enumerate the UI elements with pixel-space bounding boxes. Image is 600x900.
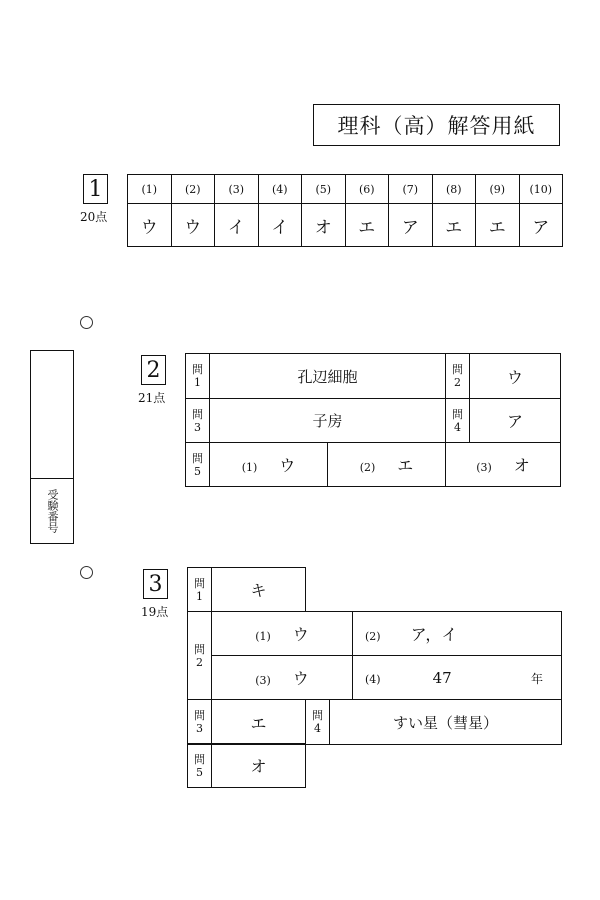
s2-q1-answer[interactable]: 孔辺細胞 <box>210 354 446 399</box>
s1-header-5: (5) <box>302 175 346 204</box>
s2-q5-part1[interactable] <box>210 443 328 487</box>
s2-q5-part2-answer: エ <box>397 456 414 475</box>
section-1-points: 20点 <box>80 210 108 224</box>
s2-q3-label: 問 3 <box>186 399 210 443</box>
s3-q4-answer[interactable]: すい星（彗星） <box>330 700 562 745</box>
s3-q2-part2-sub: (2) <box>365 630 381 643</box>
section-2-points: 21点 <box>138 391 166 405</box>
s2-q5-part1-sub: (1) <box>241 461 258 474</box>
section-3-number: 3 <box>143 569 168 599</box>
s3-q2-part1-sub: (1) <box>255 630 271 643</box>
s1-header-7: (7) <box>389 175 433 204</box>
s1-header-9: (9) <box>476 175 520 204</box>
s1-answer-3[interactable]: イ <box>215 204 259 247</box>
s2-q4-answer[interactable]: ア <box>470 399 561 443</box>
s3-q1-label: 問 1 <box>188 568 212 612</box>
s2-q5-part3[interactable] <box>446 443 561 487</box>
s3-q2-label: 問 2 <box>188 612 212 700</box>
s3-q1-table <box>187 567 306 612</box>
s2-q1-label: 問 1 <box>186 354 210 399</box>
s1-answer-1[interactable]: ウ <box>128 204 172 247</box>
section-3-points: 19点 <box>141 605 169 619</box>
s1-answer-2[interactable]: ウ <box>171 204 215 247</box>
s1-answer-8[interactable]: エ <box>432 204 476 247</box>
s3-q5-table <box>187 743 306 788</box>
s3-q2-part3-sub: (3) <box>255 674 271 687</box>
s3-q2-part3-answer: ウ <box>292 669 309 688</box>
s1-answer-7[interactable]: ア <box>389 204 433 247</box>
s3-q2-part1-answer: ウ <box>292 625 309 644</box>
s1-header-8: (8) <box>432 175 476 204</box>
s3-q2-part2-answer: ア，イ <box>410 625 458 644</box>
s3-q3-label: 問 3 <box>188 700 212 745</box>
s3-q2-part4[interactable] <box>353 656 562 700</box>
s3-q2-part1[interactable] <box>212 612 353 656</box>
s3-q2-part4-unit: 年 <box>530 672 543 686</box>
s1-answer-4[interactable]: イ <box>258 204 302 247</box>
s3-q2-part3[interactable] <box>212 656 353 700</box>
section-2-table <box>185 353 561 487</box>
s2-q5-label: 問 5 <box>186 443 210 487</box>
binder-hole-icon <box>80 566 93 579</box>
s2-q5-part2[interactable] <box>328 443 446 487</box>
s1-answer-9[interactable]: エ <box>476 204 520 247</box>
s3-q1-answer[interactable]: キ <box>212 568 306 612</box>
section-1-number: 1 <box>83 174 108 204</box>
s1-header-4: (4) <box>258 175 302 204</box>
s3-q2-part4-answer: 47 <box>432 669 452 687</box>
s1-header-6: (6) <box>345 175 389 204</box>
s3-q2-table <box>187 611 562 700</box>
s2-q5-part3-answer: オ <box>513 456 530 475</box>
page-title: 理科（高）解答用紙 <box>313 104 560 146</box>
s3-q3-answer[interactable]: エ <box>212 700 306 745</box>
s3-q4-label: 問 4 <box>306 700 330 745</box>
s2-q5-part3-sub: (3) <box>476 461 492 474</box>
s1-header-2: (2) <box>171 175 215 204</box>
s1-answer-10[interactable]: ア <box>519 204 563 247</box>
s3-q3q4-table <box>187 699 562 745</box>
s2-q5-part2-sub: (2) <box>359 461 376 474</box>
s3-q5-answer[interactable]: オ <box>212 744 306 788</box>
s2-q3-answer[interactable]: 子房 <box>210 399 446 443</box>
s2-q2-answer[interactable]: ウ <box>470 354 561 399</box>
s1-answer-5[interactable]: オ <box>302 204 346 247</box>
s1-header-1: (1) <box>128 175 172 204</box>
s2-q4-label: 問 4 <box>446 399 470 443</box>
binder-hole-icon <box>80 316 93 329</box>
exam-number-label: 受験番号 <box>46 489 59 533</box>
s1-header-3: (3) <box>215 175 259 204</box>
section-2-number: 2 <box>141 355 166 385</box>
s2-q2-label: 問 2 <box>446 354 470 399</box>
section-1-table <box>127 174 563 247</box>
s1-header-10: (10) <box>519 175 563 204</box>
s3-q2-part2[interactable] <box>353 612 562 656</box>
s3-q2-part4-sub: (4) <box>365 673 381 686</box>
s3-q5-label: 問 5 <box>188 744 212 788</box>
s1-answer-6[interactable]: エ <box>345 204 389 247</box>
s2-q5-part1-answer: ウ <box>279 456 296 475</box>
